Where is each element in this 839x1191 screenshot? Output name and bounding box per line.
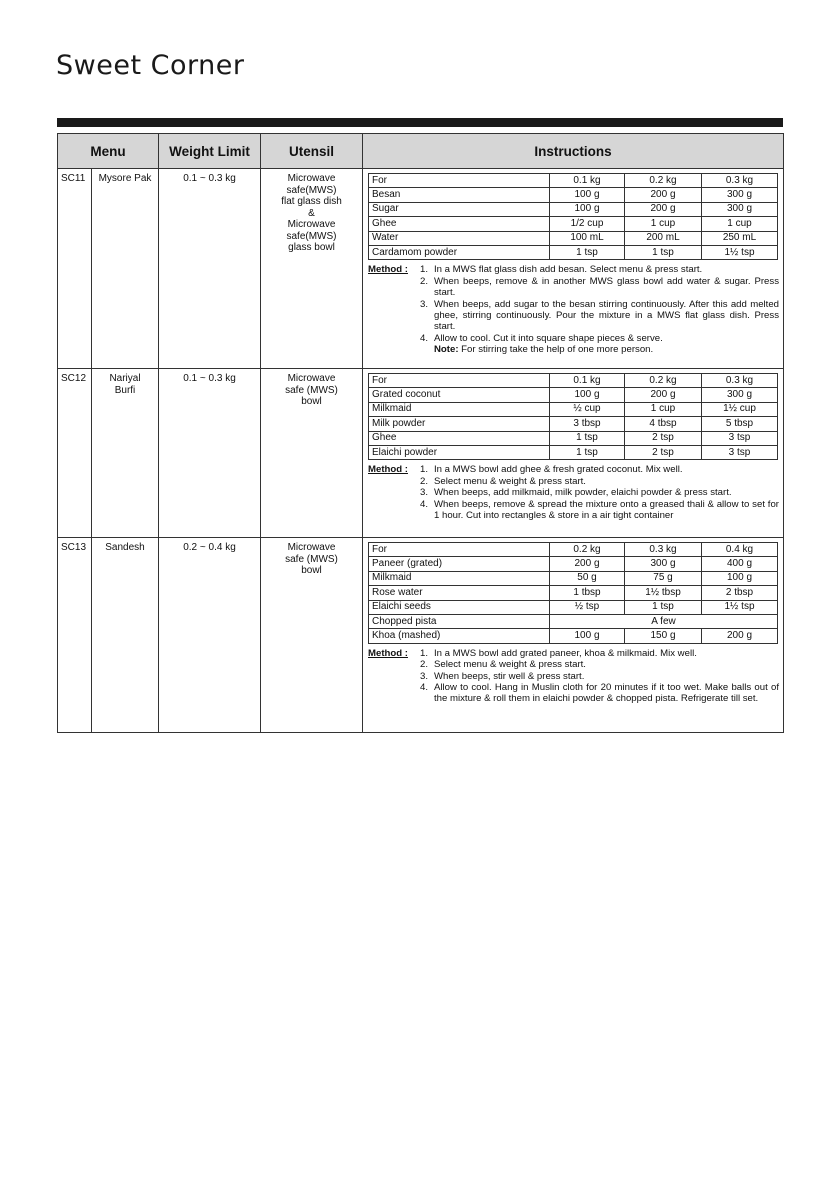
utensil-line: safe (MWS) — [285, 553, 338, 565]
ingredient-row — [369, 571, 778, 585]
ingredient-row — [369, 600, 778, 614]
ingredient-table — [368, 173, 778, 260]
ingredient-row — [369, 374, 778, 388]
utensil-line: glass bowl — [288, 242, 335, 253]
recipe-name — [92, 369, 159, 538]
ingredient-qty: 3 tbsp — [550, 417, 625, 431]
ingredient-qty: 1/2 cup — [550, 217, 625, 231]
ingredient-qty: 1 tbsp — [550, 586, 625, 600]
method-block — [368, 648, 779, 705]
ingredient-name: For — [369, 374, 550, 388]
ingredient-qty: 2 tsp — [625, 445, 702, 459]
ingredient-qty: 400 g — [702, 557, 778, 571]
method-block — [368, 264, 779, 355]
utensil-line: safe(MWS) — [286, 184, 337, 196]
method-step: 4. Allow to cool. Cut it into square shape pieces & serve. — [420, 332, 663, 344]
ingredient-qty: 300 g — [702, 188, 778, 202]
recipe-code: SC13 — [58, 538, 92, 733]
ingredient-qty: 200 g — [550, 557, 625, 571]
recipe-table — [57, 133, 784, 733]
header-weight-limit: Weight Limit — [159, 134, 261, 169]
utensil-line: safe(MWS) — [286, 230, 337, 242]
ingredient-qty: 1½ cup — [702, 402, 778, 416]
ingredient-qty: 200 g — [625, 388, 702, 402]
table-header-row — [58, 134, 784, 169]
method-step: 4. When beeps, remove & spread the mixture onto a greased thali & allow to set for 1 hour. Cut into rectangles & store in a air tight container — [420, 498, 779, 521]
utensil-line: Microwave — [287, 373, 336, 384]
ingredient-name: Cardamom powder — [369, 245, 550, 259]
ingredient-qty: 1 cup — [625, 402, 702, 416]
ingredient-qty: 75 g — [625, 571, 702, 585]
method-steps — [420, 264, 779, 355]
ingredient-row — [369, 202, 778, 216]
recipe-code: SC12 — [58, 369, 92, 538]
ingredient-row — [369, 217, 778, 231]
utensil-line: bowl — [301, 565, 322, 576]
method-step: 4. Allow to cool. Hang in Muslin cloth for 20 minutes if it too wet. Make balls out of the mixture & roll them in elaichi powder & chopped pista. Refrigerate till set. — [420, 681, 779, 705]
method-label: Method : — [368, 464, 408, 476]
method-steps — [420, 464, 779, 521]
ingredient-row — [369, 402, 778, 416]
ingredient-qty: 250 mL — [702, 231, 778, 245]
recipe-name-line: Burfi — [114, 384, 136, 396]
method-step: 3. When beeps, add sugar to the besan stirring continuously. After this add melted ghee, stirring continuously. Pour the mixture in a MWS flat glass dish. Press start. — [420, 298, 779, 333]
ingredient-name: Chopped pista — [369, 614, 550, 628]
utensil-line: & — [308, 207, 315, 219]
method-note — [420, 344, 779, 355]
ingredient-qty: 1 tsp — [550, 245, 625, 259]
ingredient-qty: 1 tsp — [550, 431, 625, 445]
ingredient-name: Besan — [369, 188, 550, 202]
ingredient-name: Sugar — [369, 202, 550, 216]
ingredient-qty: 1½ tbsp — [625, 586, 702, 600]
utensil — [261, 369, 363, 538]
ingredient-qty: 1 tsp — [550, 445, 625, 459]
note-label: Note: — [434, 344, 459, 356]
ingredient-name: Paneer (grated) — [369, 557, 550, 571]
ingredient-row — [369, 188, 778, 202]
note-text: For stirring take the help of one more person. — [458, 344, 654, 356]
method-block — [368, 464, 779, 521]
ingredient-qty: 100 g — [550, 629, 625, 643]
ingredient-qty: 200 g — [702, 629, 778, 643]
method-step: 1. In a MWS flat glass dish add besan. Select menu & press start. — [420, 264, 703, 276]
ingredient-name: Milkmaid — [369, 402, 550, 416]
ingredient-qty: 100 g — [550, 388, 625, 402]
ingredient-qty: 100 g — [550, 188, 625, 202]
ingredient-qty: 300 g — [702, 388, 778, 402]
header-instructions: Instructions — [363, 134, 784, 169]
ingredient-row — [369, 586, 778, 600]
ingredient-qty: 3 tsp — [702, 431, 778, 445]
ingredient-row — [369, 543, 778, 557]
ingredient-qty: 2 tbsp — [702, 586, 778, 600]
utensil-line: Microwave — [287, 219, 336, 230]
recipe-name: Sandesh — [92, 538, 159, 733]
page-title: Sweet Corner — [56, 50, 245, 81]
header-utensil: Utensil — [261, 134, 363, 169]
title-divider — [57, 118, 783, 127]
utensil — [261, 169, 363, 369]
ingredient-row — [369, 431, 778, 445]
ingredient-row — [369, 614, 778, 628]
weight-limit: 0.1 ~ 0.3 kg — [159, 169, 261, 369]
method-step: 2. Select menu & weight & press start. — [420, 475, 586, 487]
ingredient-qty: ½ cup — [550, 402, 625, 416]
ingredient-qty: 0.1 kg — [550, 374, 625, 388]
recipe-row-sc11 — [58, 169, 784, 369]
method-steps — [420, 648, 779, 705]
ingredient-row — [369, 445, 778, 459]
ingredient-name: Ghee — [369, 431, 550, 445]
method-step: 1. In a MWS bowl add ghee & fresh grated coconut. Mix well. — [420, 464, 683, 476]
utensil-line: bowl — [301, 396, 322, 407]
method-step: 3. When beeps, add milkmaid, milk powder, elaichi powder & press start. — [420, 487, 732, 499]
ingredient-qty: 300 g — [625, 557, 702, 571]
ingredient-row — [369, 557, 778, 571]
recipe-name-line: Nariyal — [109, 373, 141, 384]
ingredient-qty: ½ tsp — [550, 600, 625, 614]
ingredient-qty: 1½ tsp — [702, 600, 778, 614]
ingredient-qty: 0.3 kg — [702, 174, 778, 188]
ingredient-row — [369, 245, 778, 259]
utensil-line: safe (MWS) — [285, 384, 338, 396]
ingredient-qty: 2 tsp — [625, 431, 702, 445]
ingredient-name: Elaichi powder — [369, 445, 550, 459]
method-label: Method : — [368, 264, 408, 276]
ingredient-qty: 1 cup — [702, 217, 778, 231]
ingredient-qty: 300 g — [702, 202, 778, 216]
recipe-row-sc13 — [58, 538, 784, 733]
utensil — [261, 538, 363, 733]
ingredient-qty: 1½ tsp — [702, 245, 778, 259]
ingredient-name: For — [369, 543, 550, 557]
weight-limit: 0.1 ~ 0.3 kg — [159, 369, 261, 538]
ingredient-qty: 0.2 kg — [550, 543, 625, 557]
ingredient-name: For — [369, 174, 550, 188]
ingredient-qty: 50 g — [550, 571, 625, 585]
ingredient-qty: 100 g — [550, 202, 625, 216]
ingredient-row — [369, 174, 778, 188]
ingredient-qty: 0.2 kg — [625, 174, 702, 188]
ingredient-row — [369, 417, 778, 431]
ingredient-row — [369, 629, 778, 643]
instructions — [363, 538, 784, 733]
recipe-code: SC11 — [58, 169, 92, 369]
utensil-line: Microwave — [287, 173, 336, 184]
ingredient-qty: 0.4 kg — [702, 543, 778, 557]
ingredient-qty: 200 mL — [625, 231, 702, 245]
ingredient-row — [369, 231, 778, 245]
ingredient-qty: 1 cup — [625, 217, 702, 231]
ingredient-qty: 1 tsp — [625, 245, 702, 259]
ingredient-qty: 4 tbsp — [625, 417, 702, 431]
ingredient-qty: 0.2 kg — [625, 374, 702, 388]
ingredient-name: Elaichi seeds — [369, 600, 550, 614]
ingredient-qty: 200 g — [625, 202, 702, 216]
utensil-line: Microwave — [287, 542, 336, 553]
ingredient-name: Ghee — [369, 217, 550, 231]
ingredient-qty: 1 tsp — [625, 600, 702, 614]
method-step: 3. When beeps, stir well & press start. — [420, 670, 585, 682]
ingredient-qty: 200 g — [625, 188, 702, 202]
header-menu: Menu — [58, 134, 159, 169]
ingredient-qty: 0.3 kg — [625, 543, 702, 557]
method-step: 2. When beeps, remove & in another MWS glass bowl add water & sugar. Press start. — [420, 275, 779, 299]
ingredient-name: Milkmaid — [369, 571, 550, 585]
ingredient-row — [369, 388, 778, 402]
weight-limit: 0.2 ~ 0.4 kg — [159, 538, 261, 733]
ingredient-qty: 150 g — [625, 629, 702, 643]
ingredient-qty: 3 tsp — [702, 445, 778, 459]
ingredient-name: Rose water — [369, 586, 550, 600]
method-step: 2. Select menu & weight & press start. — [420, 659, 586, 671]
ingredient-qty: 100 g — [702, 571, 778, 585]
recipe-name: Mysore Pak — [92, 169, 159, 369]
ingredient-qty: 0.1 kg — [550, 174, 625, 188]
recipe-row-sc12 — [58, 369, 784, 538]
instructions — [363, 369, 784, 538]
ingredient-table — [368, 542, 778, 644]
method-step: 1. In a MWS bowl add grated paneer, khoa & milkmaid. Mix well. — [420, 647, 697, 659]
ingredient-qty: 0.3 kg — [702, 374, 778, 388]
utensil-line: flat glass dish — [281, 196, 342, 207]
ingredient-name: Khoa (mashed) — [369, 629, 550, 643]
method-label: Method : — [368, 647, 408, 659]
ingredient-name: Milk powder — [369, 417, 550, 431]
ingredient-name: Grated coconut — [369, 388, 550, 402]
ingredient-qty: 100 mL — [550, 231, 625, 245]
ingredient-qty: 5 tbsp — [702, 417, 778, 431]
ingredient-table — [368, 373, 778, 460]
ingredient-qty: A few — [550, 614, 778, 628]
instructions — [363, 169, 784, 369]
ingredient-name: Water — [369, 231, 550, 245]
